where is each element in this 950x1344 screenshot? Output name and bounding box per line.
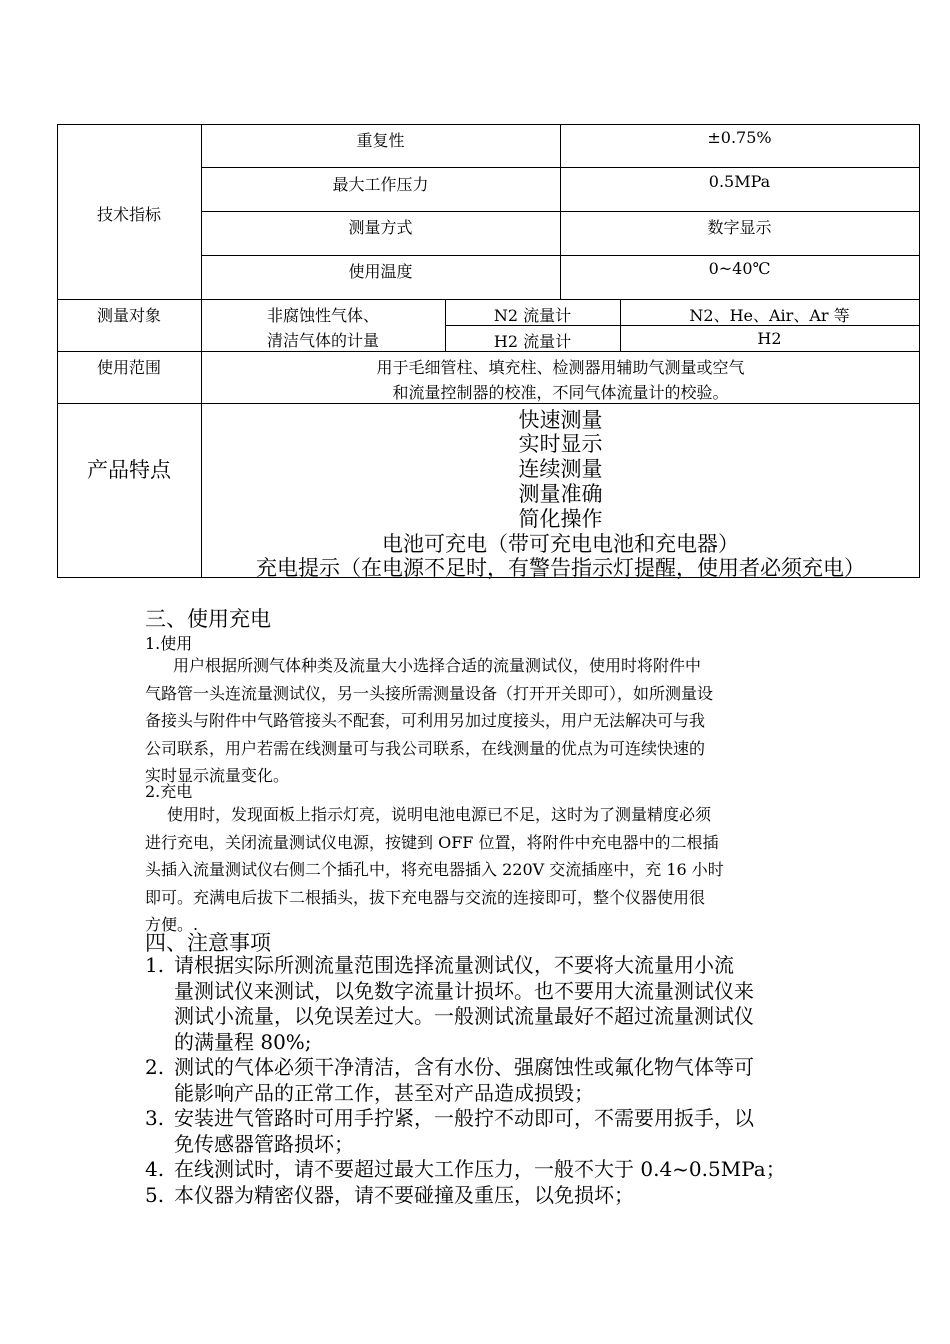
table-divider	[201, 167, 920, 168]
list-item-line: 安装进气管路时可用手拧紧，一般拧不动即可，不需要用扳手，以	[174, 1106, 754, 1130]
spec-value: ±0.75%	[707, 128, 772, 147]
feature-item: 充电提示（在电源不足时，有警告指示灯提醒，使用者必须充电）	[256, 556, 865, 580]
paragraph-line: 即可。充满电后拔下二根插头，拔下充电器与交流的连接即可，整个仪器使用很	[145, 887, 706, 907]
list-item	[145, 1157, 815, 1183]
list-item-line: 能影响产品的正常工作，甚至对产品造成损毁；	[174, 1080, 594, 1105]
tech-spec-label: 技术指标	[96, 205, 161, 224]
charge-heading: 2.充电	[145, 782, 193, 801]
paragraph-line: 头插入流量测试仪右侧二个插孔中，将充电器插入 220V 交流插座中，充 16 小时	[145, 860, 724, 879]
list-item-line: 量测试仪来测试，以免数字流量计损坏。也不要用大流量测试仪来	[174, 978, 754, 1003]
list-item	[145, 1106, 815, 1157]
meter-name: H2 流量计	[493, 332, 572, 351]
meter-gases: H2	[757, 329, 782, 348]
list-item-number: 3.	[145, 1106, 165, 1130]
paragraph-line: 实时显示流量变化。	[145, 766, 290, 785]
scope-text: 用于毛细管柱、填充柱、检测器用辅助气测量或空气	[376, 358, 745, 377]
paragraph-line: 用户根据所测气体种类及流量大小选择合适的流量测试仪，使用时将附件中	[173, 656, 702, 675]
feature-item: 连续测量	[518, 457, 603, 481]
scope-text: 和流量控制器的校准，不同气体流量计的校验。	[392, 383, 729, 402]
list-item-number: 2.	[145, 1055, 165, 1079]
spec-name: 测量方式	[348, 218, 413, 237]
list-item	[145, 1055, 815, 1106]
use-paragraph	[145, 652, 813, 790]
paragraph-line: 方便。.	[145, 915, 199, 934]
paragraph-line: 使用时，发现面板上指示灯亮，说明电池电源已不足，这时为了测量精度必须	[167, 805, 712, 824]
paragraph-line: 备接头与附件中气路管接头不配套，可利用另加过度接头，用户无法解决可与我	[145, 711, 706, 730]
list-item-line: 免传感器管路损坏；	[174, 1131, 354, 1156]
paragraph-line: 进行充电，关闭流量测试仪电源，按键到 OFF 位置，将附件中充电器中的二根插	[145, 832, 719, 852]
spec-value: 0~40℃	[708, 259, 771, 278]
list-item-line: 在线测试时，请不要超过最大工作压力，一般不大于 0.4~0.5MPa；	[174, 1157, 786, 1181]
list-item-line: 请根据实际所测流量范围选择流量测试仪，不要将大流量用小流	[174, 953, 734, 977]
object-label: 测量对象	[96, 306, 161, 325]
spec-name: 重复性	[356, 131, 405, 150]
spec-name: 最大工作压力	[332, 175, 429, 194]
list-item-line: 测试小流量，以免误差过大。一般测试流量最好不超过流量测试仪	[174, 1004, 754, 1028]
list-item-number: 4.	[145, 1157, 165, 1181]
meter-name: N2 流量计	[493, 306, 572, 325]
list-item-number: 1.	[145, 953, 165, 977]
list-item	[145, 953, 815, 1055]
spec-name: 使用温度	[348, 262, 413, 281]
charge-paragraph	[145, 801, 813, 939]
scope-label: 使用范围	[96, 358, 161, 377]
object-desc: 清洁气体的计量	[266, 331, 379, 350]
spec-value: 数字显示	[707, 218, 772, 237]
feature-item: 电池可充电（带可充电电池和充电器）	[382, 532, 739, 556]
notice-list	[145, 953, 815, 1208]
object-desc: 非腐蚀性气体、	[266, 306, 379, 325]
table-divider	[201, 255, 920, 256]
list-item-line: 的满量程 80%;	[174, 1029, 312, 1054]
list-item-number: 5.	[145, 1182, 165, 1207]
section-4-title: 四、注意事项	[145, 931, 271, 955]
feature-item: 测量准确	[518, 482, 603, 506]
table-border-top	[57, 124, 920, 125]
use-heading: 1.使用	[145, 634, 193, 653]
spec-value: 0.5MPa	[708, 172, 771, 191]
table-divider	[57, 299, 920, 300]
list-item-line: 测试的气体必须干净清洁，含有水份、强腐蚀性或氟化物气体等可	[174, 1055, 754, 1079]
feature-item: 快速测量	[518, 408, 603, 432]
feature-item: 实时显示	[518, 432, 603, 456]
paragraph-line: 气路管一头连流量测试仪，另一头接所需测量设备（打开开关即可），如所测量设	[145, 683, 714, 703]
features-label: 产品特点	[87, 458, 171, 482]
list-item	[145, 1183, 815, 1209]
meter-gases: N2、He、Air、Ar 等	[689, 306, 850, 325]
list-item-line: 本仪器为精密仪器，请不要碰撞及重压，以免损坏；	[174, 1182, 634, 1207]
section-3-title: 三、使用充电	[145, 607, 271, 631]
paragraph-line: 公司联系，用户若需在线测量可与我公司联系，在线测量的优点为可连续快速的	[145, 738, 706, 758]
feature-item: 简化操作	[518, 507, 603, 531]
table-divider	[201, 211, 920, 212]
